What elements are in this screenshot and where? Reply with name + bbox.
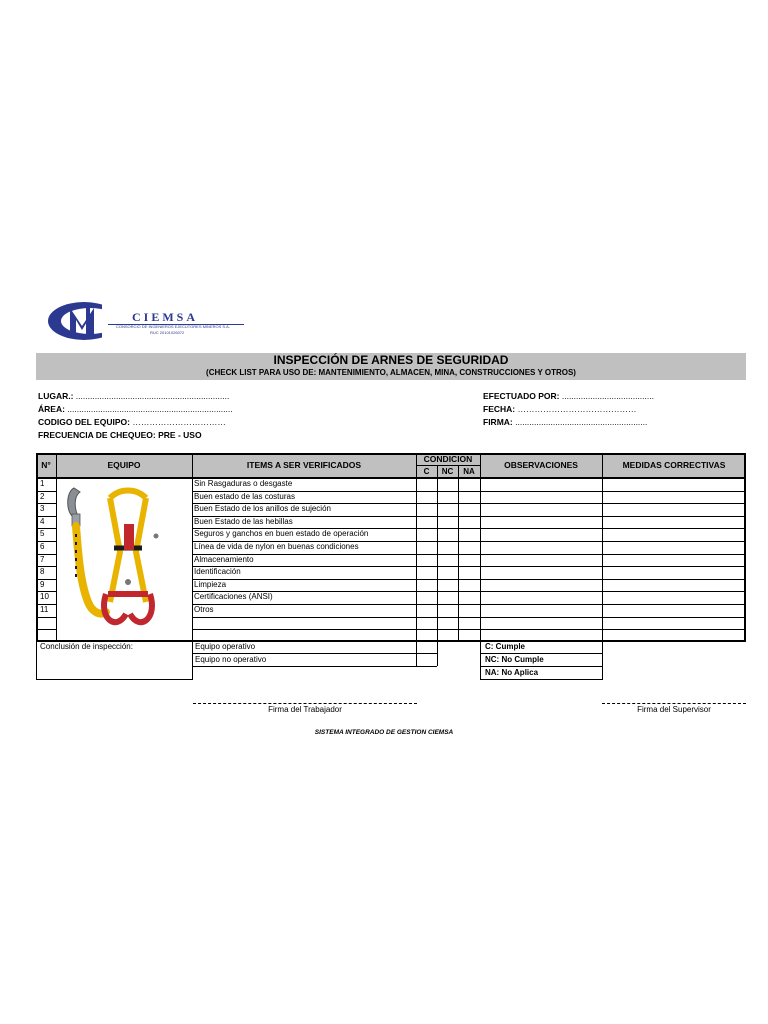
company-subtitle: CONSORCIO DE INGENIEROS EJECUTORES MINEROS S.A. bbox=[116, 324, 230, 329]
header-num: N° bbox=[36, 453, 56, 477]
table-rule bbox=[192, 617, 746, 618]
conclusion-rule bbox=[480, 653, 602, 654]
row-item: Seguros y ganchos en buen estado de operación bbox=[194, 529, 369, 539]
table-rule bbox=[192, 491, 746, 492]
row-obs-cell[interactable] bbox=[480, 554, 602, 567]
conclusion-rule bbox=[480, 666, 602, 667]
row-number: 10 bbox=[40, 592, 49, 602]
row-number: 8 bbox=[40, 567, 45, 577]
header-equipo: EQUIPO bbox=[56, 453, 192, 477]
row-number: 5 bbox=[40, 529, 45, 539]
row-nc-cell[interactable] bbox=[437, 579, 458, 592]
row-obs-cell[interactable] bbox=[480, 491, 602, 504]
table-rule bbox=[36, 591, 56, 592]
row-c-cell[interactable] bbox=[416, 491, 437, 504]
area-label: ÁREA: bbox=[38, 404, 65, 414]
row-obs-cell[interactable] bbox=[480, 579, 602, 592]
row-med-cell[interactable] bbox=[602, 591, 746, 604]
row-number: 7 bbox=[40, 554, 45, 564]
table-rule bbox=[480, 453, 481, 641]
table-rule bbox=[36, 629, 56, 630]
row-na-cell[interactable] bbox=[458, 528, 480, 541]
table-rule bbox=[36, 566, 56, 567]
fecha-field[interactable] bbox=[483, 404, 636, 414]
header-nc: NC bbox=[437, 465, 458, 477]
row-item: Buen Estado de las hebillas bbox=[194, 516, 293, 526]
table-rule bbox=[36, 541, 56, 542]
header-items: ITEMS A SER VERIFICADOS bbox=[192, 453, 416, 477]
row-obs-cell[interactable] bbox=[480, 528, 602, 541]
table-rule bbox=[192, 528, 746, 529]
codigo-field[interactable] bbox=[38, 417, 226, 427]
table-rule bbox=[192, 579, 746, 580]
area-dots: ...................................................................... bbox=[67, 404, 233, 414]
row-obs-cell[interactable] bbox=[480, 591, 602, 604]
row-number: 4 bbox=[40, 516, 45, 526]
table-rule bbox=[192, 591, 746, 592]
harness-image bbox=[60, 482, 176, 634]
table-rule bbox=[192, 604, 746, 605]
row-na-cell[interactable] bbox=[458, 554, 480, 567]
row-na-cell[interactable] bbox=[458, 566, 480, 579]
firma-label: FIRMA: bbox=[483, 417, 513, 427]
row-number: 6 bbox=[40, 542, 45, 551]
efectuado-dots: ....................................... bbox=[561, 391, 654, 401]
table-rule bbox=[36, 516, 56, 517]
efectuado-label: EFECTUADO POR: bbox=[483, 391, 560, 401]
row-na-cell[interactable] bbox=[458, 478, 480, 491]
row-na-cell[interactable] bbox=[458, 541, 480, 554]
conclusion-rule bbox=[192, 640, 193, 680]
table-rule bbox=[192, 629, 746, 630]
header-condicion: CONDICION bbox=[416, 453, 480, 465]
row-obs-cell[interactable] bbox=[480, 516, 602, 529]
table-rule bbox=[744, 453, 746, 641]
row-c-cell[interactable] bbox=[416, 503, 437, 516]
row-obs-cell[interactable] bbox=[480, 541, 602, 554]
row-c-cell[interactable] bbox=[416, 541, 437, 554]
area-field[interactable] bbox=[38, 404, 233, 414]
lugar-field[interactable] bbox=[38, 391, 229, 401]
table-rule bbox=[602, 453, 603, 641]
row-obs-cell[interactable] bbox=[480, 566, 602, 579]
row-obs-cell[interactable] bbox=[480, 604, 602, 617]
conclusion-rule bbox=[36, 640, 37, 680]
firma-field[interactable] bbox=[483, 417, 647, 427]
row-nc-cell[interactable] bbox=[437, 604, 458, 617]
table-rule bbox=[36, 604, 56, 605]
table-rule bbox=[416, 453, 417, 641]
row-na-cell[interactable] bbox=[458, 604, 480, 617]
row-na-cell[interactable] bbox=[458, 591, 480, 604]
conclusion-operativo[interactable]: Equipo operativo bbox=[195, 642, 256, 651]
row-med-cell[interactable] bbox=[602, 579, 746, 592]
row-med-cell[interactable] bbox=[602, 566, 746, 579]
table-rule bbox=[458, 465, 459, 641]
row-na-cell[interactable] bbox=[458, 516, 480, 529]
row-med-cell[interactable] bbox=[602, 604, 746, 617]
table-rule bbox=[36, 617, 56, 618]
conclusion-rule bbox=[416, 640, 417, 666]
row-number: 2 bbox=[40, 491, 45, 501]
row-c-cell[interactable] bbox=[416, 604, 437, 617]
row-na-cell[interactable] bbox=[458, 579, 480, 592]
table-rule bbox=[192, 503, 746, 504]
codigo-label: CODIGO DEL EQUIPO: bbox=[38, 417, 130, 427]
row-med-cell[interactable] bbox=[602, 554, 746, 567]
table-rule bbox=[192, 566, 746, 567]
conclusion-rule bbox=[480, 640, 481, 680]
row-c-cell[interactable] bbox=[416, 478, 437, 491]
row-nc-cell[interactable] bbox=[437, 528, 458, 541]
table-rule bbox=[192, 541, 746, 542]
row-med-cell[interactable] bbox=[602, 528, 746, 541]
row-c-cell[interactable] bbox=[416, 554, 437, 567]
fecha-dots: …………………………………… bbox=[517, 404, 637, 414]
table-rule bbox=[36, 503, 56, 504]
row-item: Buen estado de las costuras bbox=[194, 491, 295, 501]
table-rule bbox=[36, 554, 56, 555]
row-item: Buen Estado de los anillos de sujeción bbox=[194, 504, 331, 514]
table-rule bbox=[36, 640, 746, 642]
row-nc-cell[interactable] bbox=[437, 591, 458, 604]
header-medidas: MEDIDAS CORRECTIVAS bbox=[602, 453, 746, 477]
conclusion-rule bbox=[480, 679, 602, 680]
row-med-cell[interactable] bbox=[602, 491, 746, 504]
row-number: 9 bbox=[40, 579, 45, 589]
frecuencia-field bbox=[38, 430, 202, 440]
row-item: Línea de vida de nylon en buenas condiciones bbox=[194, 542, 359, 551]
header-observaciones: OBSERVACIONES bbox=[480, 453, 602, 477]
company-name: CIEMSA bbox=[132, 310, 199, 324]
supervisor-signature-line[interactable] bbox=[602, 703, 746, 704]
row-c-cell[interactable] bbox=[416, 528, 437, 541]
row-c-cell[interactable] bbox=[416, 566, 437, 579]
row-c-cell[interactable] bbox=[416, 591, 437, 604]
conclusion-label: Conclusión de inspección: bbox=[40, 642, 133, 651]
conclusion-rule bbox=[192, 653, 437, 654]
header-na: NA bbox=[458, 465, 480, 477]
row-nc-cell[interactable] bbox=[437, 554, 458, 567]
row-nc-cell[interactable] bbox=[437, 566, 458, 579]
table-rule bbox=[36, 491, 56, 492]
conclusion-rule bbox=[36, 679, 192, 680]
row-c-cell[interactable] bbox=[416, 579, 437, 592]
form-title: INSPECCIÓN DE ARNES DE SEGURIDAD bbox=[273, 353, 509, 367]
row-nc-cell[interactable] bbox=[437, 516, 458, 529]
table-rule bbox=[36, 453, 746, 455]
conclusion-rule bbox=[192, 666, 437, 667]
conclusion-rule bbox=[602, 640, 603, 680]
legend-nc: NC: No Cumple bbox=[485, 655, 544, 664]
table-rule bbox=[192, 453, 193, 641]
footer-text: SISTEMA INTEGRADO DE GESTION CIEMSA bbox=[314, 729, 454, 736]
table-rule bbox=[192, 554, 746, 555]
worker-signature-line[interactable] bbox=[193, 703, 417, 704]
lugar-label: LUGAR.: bbox=[38, 391, 74, 401]
row-med-cell[interactable] bbox=[602, 516, 746, 529]
row-nc-cell[interactable] bbox=[437, 503, 458, 516]
frecuencia-label: FRECUENCIA DE CHEQUEO: PRE - USO bbox=[38, 430, 202, 440]
table-rule bbox=[437, 465, 438, 641]
table-rule bbox=[36, 528, 56, 529]
fecha-label: FECHA: bbox=[483, 404, 516, 414]
company-ruc: RUC 20101026072 bbox=[150, 330, 185, 335]
row-med-cell[interactable] bbox=[602, 541, 746, 554]
row-nc-cell[interactable] bbox=[437, 491, 458, 504]
conclusion-no-operativo[interactable]: Equipo no operativo bbox=[195, 655, 267, 664]
row-med-cell[interactable] bbox=[602, 478, 746, 491]
row-item: Certificaciones (ANSI) bbox=[194, 592, 273, 602]
row-med-cell[interactable] bbox=[602, 503, 746, 516]
table-rule bbox=[56, 453, 57, 641]
firma-dots: ........................................................ bbox=[515, 417, 648, 427]
efectuado-field[interactable] bbox=[483, 391, 654, 401]
row-na-cell[interactable] bbox=[458, 491, 480, 504]
row-obs-cell[interactable] bbox=[480, 478, 602, 491]
legend-na: NA: No Aplica bbox=[485, 668, 539, 677]
row-item: Almacenamiento bbox=[194, 554, 254, 564]
row-c-cell[interactable] bbox=[416, 516, 437, 529]
lugar-dots: ................................................................. bbox=[75, 391, 230, 401]
table-rule bbox=[36, 579, 56, 580]
legend-c: C: Cumple bbox=[485, 642, 525, 651]
row-nc-cell[interactable] bbox=[437, 541, 458, 554]
row-number: 3 bbox=[40, 504, 45, 514]
form-subtitle: (CHECK LIST PARA USO DE: MANTENIMIENTO, ALMACEN, MINA, CONSTRUCCIONES Y OTROS) bbox=[206, 368, 576, 377]
row-item: Otros bbox=[194, 605, 214, 614]
codigo-dots: …………………………… bbox=[132, 417, 226, 427]
row-item: Identificación bbox=[194, 567, 241, 577]
conclusion-rule bbox=[437, 640, 438, 666]
supervisor-signature-label: Firma del Supervisor bbox=[637, 705, 711, 714]
row-number: 11 bbox=[40, 605, 49, 614]
row-na-cell[interactable] bbox=[458, 503, 480, 516]
row-obs-cell[interactable] bbox=[480, 503, 602, 516]
table-rule bbox=[36, 453, 38, 641]
row-item: Limpieza bbox=[194, 579, 227, 589]
header-c: C bbox=[416, 465, 437, 477]
row-number: 1 bbox=[40, 479, 45, 488]
row-nc-cell[interactable] bbox=[437, 478, 458, 491]
worker-signature-label: Firma del Trabajador bbox=[268, 705, 342, 714]
table-rule bbox=[36, 477, 746, 479]
table-rule bbox=[416, 465, 480, 466]
table-rule bbox=[192, 516, 746, 517]
row-item: Sin Rasgaduras o desgaste bbox=[194, 479, 293, 488]
